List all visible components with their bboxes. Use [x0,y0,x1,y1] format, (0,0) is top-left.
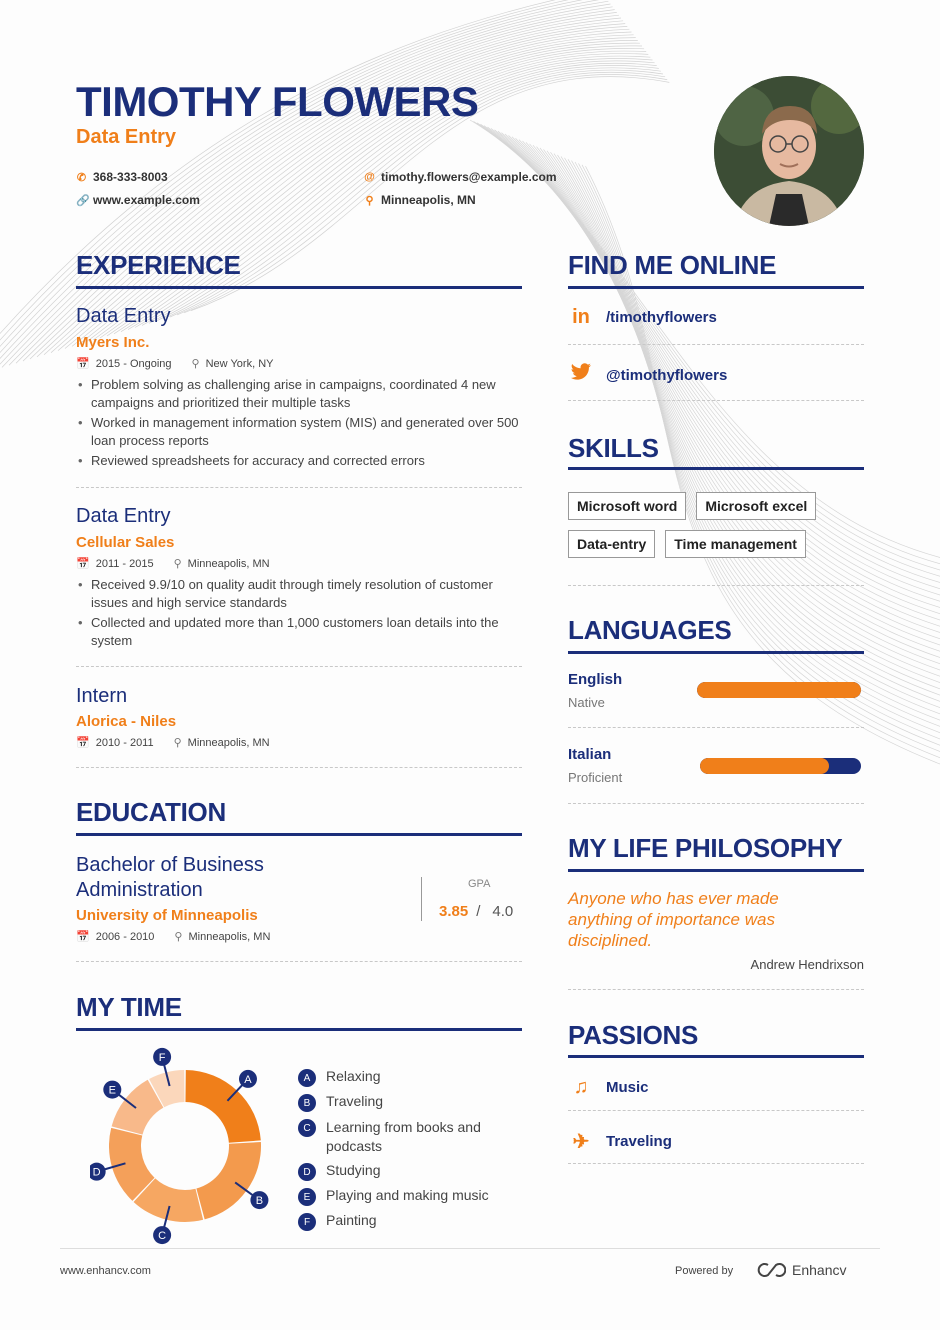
job-meta [76,736,270,749]
job-dates: 2015 - Ongoing [95,357,172,370]
job-meta [76,357,273,370]
language-level: Native [568,695,605,710]
my-time-donut-chart [90,1046,280,1246]
passions-heading: PASSIONS [568,1020,699,1050]
at-icon: @ [364,171,375,183]
philosophy-rule [568,869,864,872]
phone-contact[interactable] [76,170,168,184]
list-item: • Received 9.9/10 on quality audit through timely resolution of customer issues and high service standards [76,576,522,612]
job-location: Minneapolis, MN [187,557,270,570]
location-pin-icon: ⚲ [174,931,183,943]
donut-badge-label: E [108,1084,116,1097]
divider [568,989,864,990]
calendar-icon: 📅 [76,358,90,370]
education-heading: EDUCATION [76,797,226,827]
skills-rule [568,467,864,470]
email-text: timothy.flowers@example.com [381,170,557,184]
job-dates: 2010 - 2011 [95,736,154,749]
skill-tag: Microsoft word [568,492,686,520]
location-contact [364,193,476,207]
language-proficiency-bar [700,758,861,774]
company-name: Alorica - Niles [76,713,177,730]
divider [568,1110,864,1111]
linkedin-link[interactable] [568,306,717,329]
legend-label: Relaxing [326,1068,381,1084]
skill-tag: Microsoft excel [696,492,816,520]
experience-heading: EXPERIENCE [76,250,241,280]
legend-item [298,1118,522,1156]
job-location: Minneapolis, MN [187,736,270,749]
degree-line: Administration [76,879,203,901]
location-pin-icon: ⚲ [365,194,374,207]
degree-line: Bachelor of Business [76,854,264,876]
passion-label: Traveling [606,1133,672,1150]
job-title: Data Entry [76,305,171,327]
calendar-icon: 📅 [76,931,90,943]
legend-badge: F [298,1213,316,1231]
twitter-icon [568,363,594,387]
legend-label: Playing and making music [326,1187,489,1203]
list-item: • Worked in management information system (MIS) and generated over 500 loan process reports [76,414,522,450]
skills-tags [568,492,864,558]
location-text: Minneapolis, MN [381,193,476,207]
calendar-icon: 📅 [76,558,90,570]
education-rule [76,833,522,836]
passions-rule [568,1055,864,1058]
divider [568,400,864,401]
job-title: Data Entry [76,505,171,527]
calendar-icon: 📅 [76,737,90,749]
find-me-online-heading: FIND ME ONLINE [568,250,777,280]
legend-badge: B [298,1094,316,1112]
my-time-heading: MY TIME [76,992,182,1022]
languages-heading: LANGUAGES [568,615,732,645]
legend-item [298,1093,522,1112]
passion-label: Music [606,1079,649,1096]
enhancv-brand: Enhancv [792,1262,847,1278]
donut-badge-label: C [158,1230,167,1243]
gpa-label: GPA [468,878,491,890]
my-time-rule [76,1028,522,1031]
donut-slice-b [196,1142,264,1219]
divider [568,585,864,586]
job-meta [76,557,270,570]
gpa-separator: / [476,903,481,920]
legend-item [298,1212,522,1231]
website-text: www.example.com [93,193,200,207]
enhancv-logo-icon [754,1262,786,1278]
education-dates: 2006 - 2010 [95,930,155,943]
my-time-legend [298,1068,522,1231]
location-pin-icon: ⚲ [173,737,182,749]
legend-label: Learning from books and podcasts [326,1119,481,1154]
legend-badge: C [298,1119,316,1137]
company-name: Myers Inc. [76,334,150,351]
gpa-divider [421,877,422,921]
school-name: University of Minneapolis [76,907,258,924]
job-bullets [76,576,522,652]
gpa [439,903,513,920]
philosophy-quote: Anyone who has ever made anything of importance was disciplined. [568,889,779,950]
legend-badge: A [298,1069,316,1087]
legend-item [298,1068,522,1087]
find-me-online-rule [568,286,864,289]
language-name: Italian [568,746,612,763]
philosophy-heading: MY LIFE PHILOSOPHY [568,833,843,863]
email-contact[interactable] [364,170,557,184]
linkedin-handle: /timothyflowers [606,309,717,326]
airplane-icon: ✈ [572,1131,590,1153]
phone-icon: ✆ [76,171,87,184]
divider [76,666,522,667]
legend-item [298,1187,522,1206]
divider [568,344,864,345]
job-location: New York, NY [205,357,274,370]
gpa-max: 4.0 [492,903,514,920]
education-meta [76,930,270,943]
job-dates: 2011 - 2015 [95,557,154,570]
location-pin-icon: ⚲ [191,358,200,370]
legend-item [298,1162,522,1181]
company-name: Cellular Sales [76,534,175,551]
divider [568,803,864,804]
divider [568,727,864,728]
list-item: • Collected and updated more than 1,000 customers loan details into the system [76,614,522,650]
donut-badge-label: A [244,1073,252,1086]
candidate-name: TIMOTHY FLOWERS [76,78,479,125]
job-title: Intern [76,685,128,707]
skills-heading: SKILLS [568,433,659,463]
divider [568,1163,864,1164]
legend-badge: D [298,1163,316,1181]
music-note-icon: ♫ [573,1076,589,1098]
footer-rule [60,1248,880,1249]
powered-by-label: Powered by [675,1265,734,1277]
footer-site-link[interactable]: www.enhancv.com [60,1265,151,1277]
divider [76,961,522,962]
education-location: Minneapolis, MN [188,930,271,943]
legend-label: Studying [326,1162,381,1178]
legend-badge: E [298,1188,316,1206]
list-item: • Problem solving as challenging arise in campaigns, coordinated 4 new campaigns and prioritized their multiple tasks [76,376,522,412]
link-icon: 🔗 [76,194,90,207]
enhancv-logo[interactable] [754,1262,846,1278]
divider [76,767,522,768]
gpa-value: 3.85 [439,903,469,920]
language-name: English [568,671,623,688]
experience-rule [76,286,522,289]
location-pin-icon: ⚲ [173,558,182,570]
donut-badge-label: B [255,1195,264,1208]
legend-label: Traveling [326,1093,384,1109]
avatar [714,76,864,226]
languages-rule [568,651,864,654]
website-contact[interactable] [76,193,200,207]
linkedin-icon: in [572,306,590,328]
candidate-role: Data Entry [76,126,177,148]
quote-author: Andrew Hendrixson [750,957,864,972]
language-proficiency-fill [700,758,829,774]
legend-label: Painting [326,1212,377,1228]
twitter-link[interactable] [568,363,727,387]
language-proficiency-fill [697,682,861,698]
divider [76,487,522,488]
skill-tag: Data-entry [568,530,655,558]
skill-tag: Time management [665,530,806,558]
language-level: Proficient [568,770,623,785]
list-item: • Reviewed spreadsheets for accuracy and corrected errors [76,452,522,470]
passion-item [568,1076,649,1099]
passion-item [568,1129,672,1154]
donut-badge-label: F [158,1051,166,1064]
donut-badge-label: D [92,1166,101,1179]
twitter-handle: @timothyflowers [606,366,728,384]
language-proficiency-bar [697,682,861,698]
phone-text: 368-333-8003 [93,170,168,184]
degree-title [76,853,264,903]
job-bullets [76,376,522,472]
